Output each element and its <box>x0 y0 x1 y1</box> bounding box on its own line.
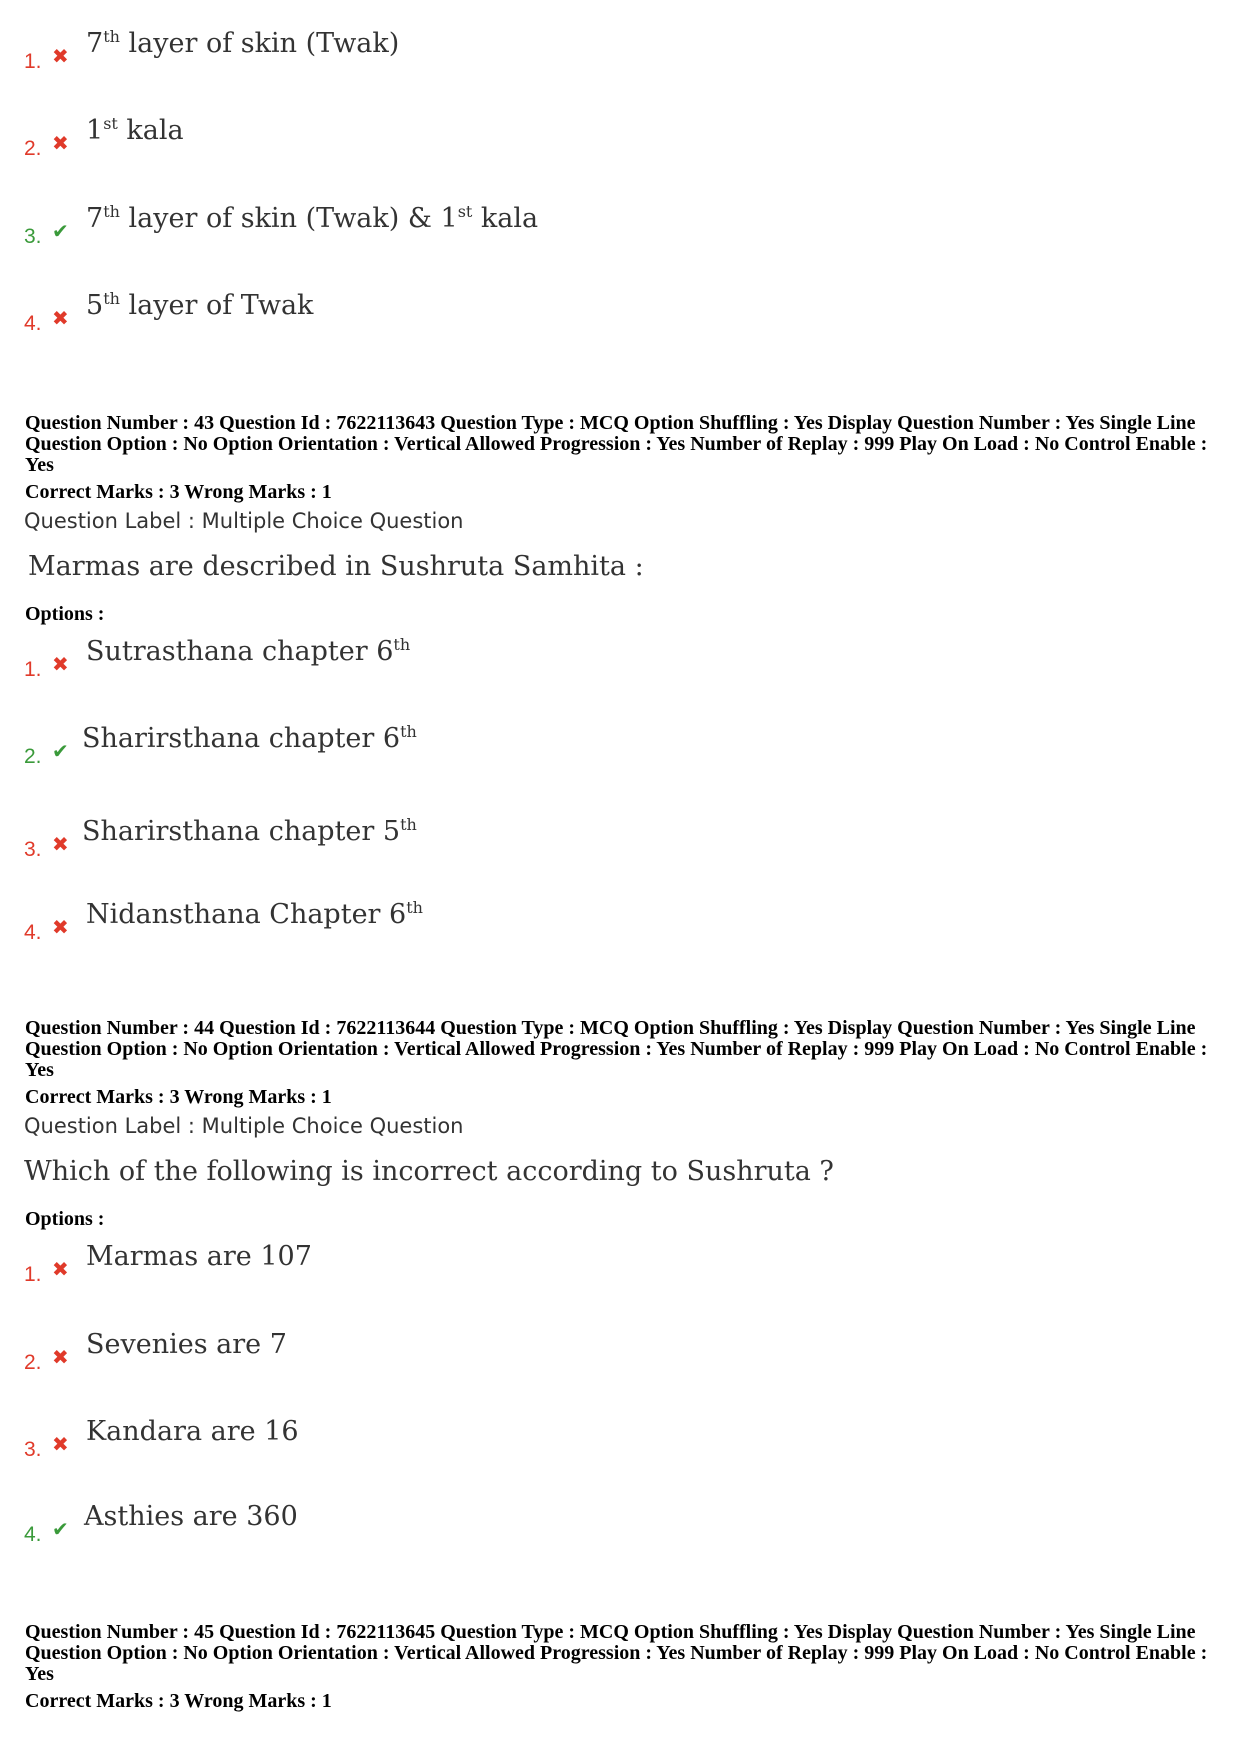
option-text: 1st kala <box>86 114 184 146</box>
options-heading: Options : <box>25 603 105 625</box>
cross-icon: ✖ <box>52 1257 69 1281</box>
cross-icon: ✖ <box>52 1432 69 1456</box>
question-meta: Question Number : 43 Question Id : 7622113643 Question Type : MCQ Option Shuffling : Yes Display Question Number : Yes Single Line Question Option : No Option Orientation : Vertical Allowed Progression : Yes Number of Replay : 999 Play On Load : No Control Enable : Yes <box>25 412 1208 476</box>
check-icon: ✔ <box>52 739 69 763</box>
cross-icon: ✖ <box>52 915 69 939</box>
question-text: Marmas are described in Sushruta Samhita : <box>28 551 644 582</box>
question-label: Question Label : Multiple Choice Question <box>24 1114 464 1138</box>
option-text: 7th layer of skin (Twak) <box>86 27 400 59</box>
cross-icon: ✖ <box>52 1345 69 1369</box>
cross-icon: ✖ <box>52 44 69 68</box>
cross-icon: ✖ <box>52 832 69 856</box>
option-text: Sutrasthana chapter 6th <box>86 635 411 667</box>
question-meta: Question Number : 44 Question Id : 7622113644 Question Type : MCQ Option Shuffling : Yes Display Question Number : Yes Single Line Question Option : No Option Orientation : Vertical Allowed Progression : Yes Number of Replay : 999 Play On Load : No Control Enable : Yes <box>25 1017 1208 1081</box>
check-icon: ✔ <box>52 219 69 243</box>
option-text: Sharirsthana chapter 6th <box>82 722 417 754</box>
question-label: Question Label : Multiple Choice Question <box>24 509 464 533</box>
cross-icon: ✖ <box>52 652 69 676</box>
options-heading: Options : <box>25 1208 105 1230</box>
cross-icon: ✖ <box>52 306 69 330</box>
question-meta: Question Number : 45 Question Id : 7622113645 Question Type : MCQ Option Shuffling : Yes Display Question Number : Yes Single Line Question Option : No Option Orientation : Vertical Allowed Progression : Yes Number of Replay : 999 Play On Load : No Control Enable : Yes <box>25 1621 1208 1685</box>
option-text: Nidansthana Chapter 6th <box>86 898 423 930</box>
option-text: Kandara are 16 <box>86 1416 299 1447</box>
option-text: 7th layer of skin (Twak) & 1st kala <box>86 202 539 234</box>
check-icon: ✔ <box>52 1517 69 1541</box>
question-marks: Correct Marks : 3 Wrong Marks : 1 <box>25 1086 332 1108</box>
option-text: Sevenies are 7 <box>86 1329 287 1360</box>
option-text: 5th layer of Twak <box>86 289 314 321</box>
cross-icon: ✖ <box>52 131 69 155</box>
option-text: Sharirsthana chapter 5th <box>82 815 417 847</box>
question-marks: Correct Marks : 3 Wrong Marks : 1 <box>25 1690 332 1712</box>
option-text: Asthies are 360 <box>84 1501 298 1532</box>
question-marks: Correct Marks : 3 Wrong Marks : 1 <box>25 481 332 503</box>
option-text: Marmas are 107 <box>86 1241 312 1272</box>
question-text: Which of the following is incorrect according to Sushruta ? <box>24 1156 834 1187</box>
